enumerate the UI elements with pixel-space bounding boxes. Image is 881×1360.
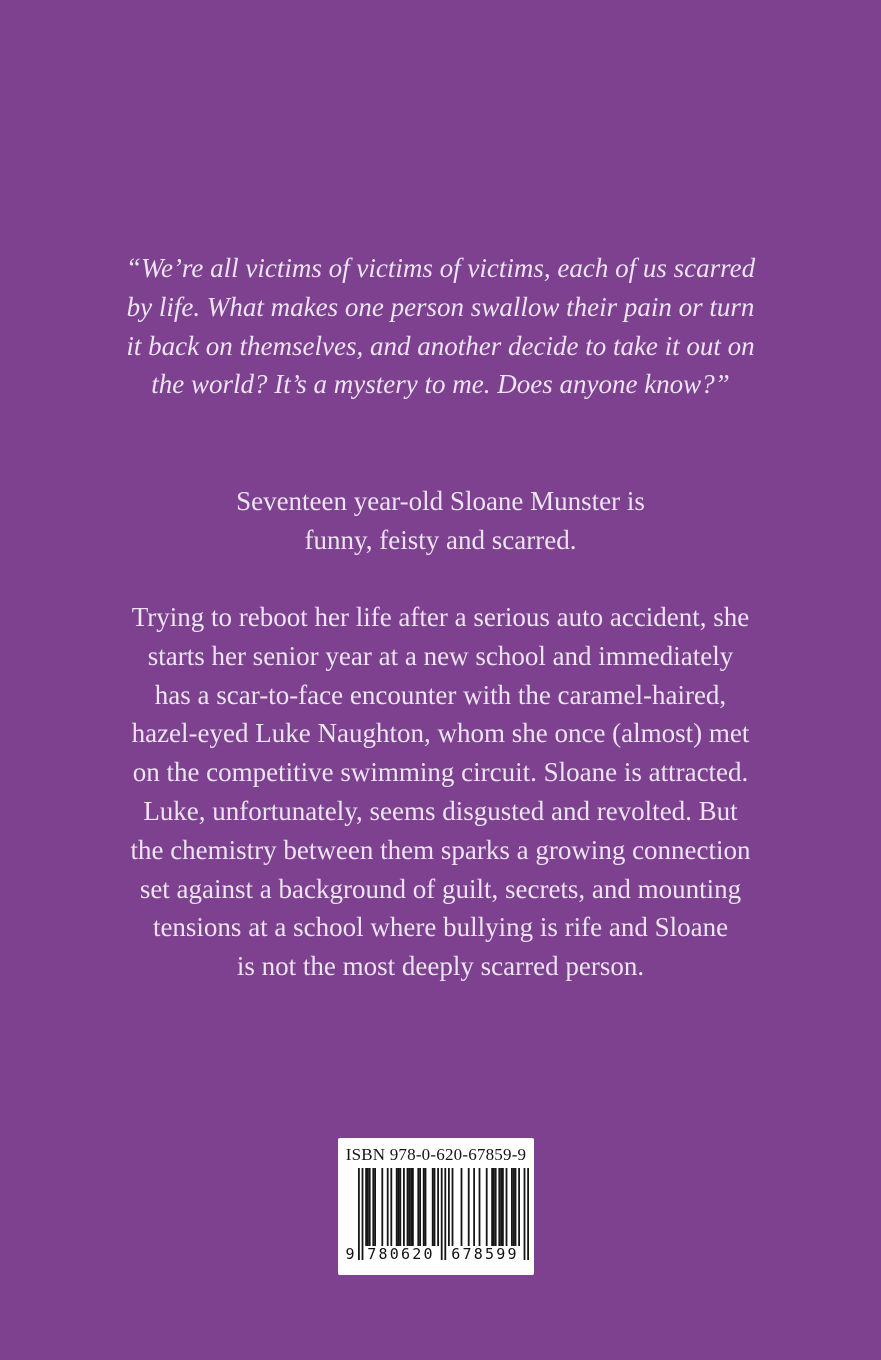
- text-line: has a scar-to-face encounter with the caramel-haired,: [154, 679, 727, 710]
- text-line: Luke, unfortunately, seems disgusted and revolted. But: [143, 795, 738, 826]
- isbn-label: ISBN 978-0-620-67859-9: [345, 1145, 527, 1164]
- barcode-digit-group1: 780620: [367, 1245, 435, 1263]
- text-line: by life. What makes one person swallow their pain or turn: [126, 291, 755, 322]
- text-line: set against a background of guilt, secrets, and mounting: [139, 873, 742, 904]
- barcode-digit-group2: 678599: [451, 1245, 519, 1263]
- tagline-text: [0, 482, 881, 560]
- text-line: the chemistry between them sparks a growing connection: [130, 834, 751, 865]
- barcode-panel: [338, 1138, 534, 1275]
- text-line: on the competitive swimming circuit. Sloane is attracted.: [132, 757, 749, 788]
- text-line: hazel-eyed Luke Naughton, whom she once (almost) met: [131, 718, 750, 749]
- barcode-digit-first: 9: [345, 1245, 355, 1263]
- text-line: is not the most deeply scarred person.: [236, 951, 645, 982]
- text-line: it back on themselves, and another decide to take it out on: [126, 330, 755, 361]
- text-line: Trying to reboot her life after a serious auto accident, she: [131, 602, 750, 632]
- synopsis-text: [0, 598, 881, 986]
- text-line: the world? It’s a mystery to me. Does anyone know?”: [151, 369, 730, 400]
- text-line: funny, feisty and scarred.: [304, 524, 577, 555]
- ean13-barcode: [344, 1168, 529, 1270]
- text-line: starts her senior year at a new school and immediately: [147, 640, 734, 671]
- text-line: Seventeen year-old Sloane Munster is: [236, 486, 645, 516]
- text-line: tensions at a school where bullying is rife and Sloane: [152, 912, 729, 943]
- review-quote: [0, 249, 881, 404]
- text-line: “We’re all victims of victims of victims, each of us scarred: [125, 253, 756, 283]
